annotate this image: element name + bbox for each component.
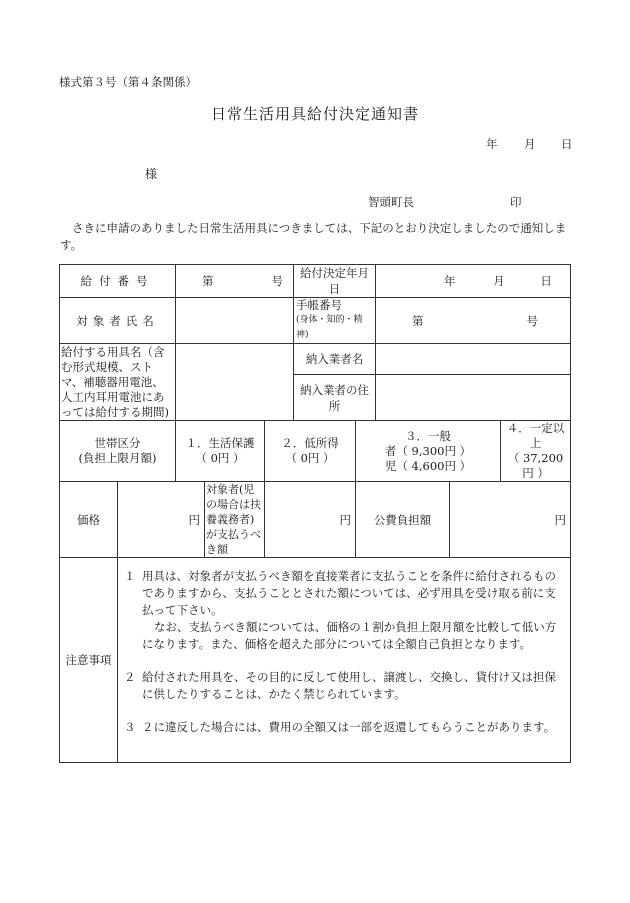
public-burden-label: 公費負担額 <box>356 482 450 558</box>
recipient-name-field[interactable] <box>176 298 294 344</box>
category-general-child: 児（ 4,600円 ） <box>384 458 472 473</box>
row-recipient <box>60 298 571 344</box>
grant-number-prefix: 第 <box>202 274 214 288</box>
category-general[interactable] <box>356 421 501 482</box>
note-2-paragraph-1: 給付された用具を、その目的に反して使用し、譲渡し、交換し、貸付け又は担保に供したりすることは、かたく禁じられています。 <box>142 670 556 701</box>
category-high-income[interactable] <box>501 421 571 482</box>
note-1-paragraph-2: なお、支払うべき額については、価格の１割か負担上限月額を比較して低い方になります。また、価格を超えた部分については全額自己負担となります。 <box>142 620 557 651</box>
row-notes <box>60 558 571 763</box>
category-welfare[interactable] <box>176 421 265 482</box>
notes-label: 注意事項 <box>60 558 118 763</box>
category-welfare-title: １．生活保護 <box>185 436 255 450</box>
category-high-income-title: ４．一定以上 <box>506 421 565 450</box>
category-low-income-title: ２．低所得 <box>281 436 339 450</box>
category-general-adult: 者（ 9,300円 ） <box>384 443 472 458</box>
document-title: 日常生活用具給付決定通知書 <box>210 105 419 123</box>
item-name-field[interactable] <box>176 344 294 421</box>
note-number-1: １ <box>124 569 136 583</box>
price-label: 価格 <box>60 482 118 558</box>
addressee-suffix: 様 <box>145 167 158 181</box>
handbook-number-field[interactable] <box>376 298 571 344</box>
household-label-line2: (負担上限月額) <box>78 451 157 465</box>
category-general-title: ３．一般 <box>405 428 451 443</box>
form-number: 様式第３号（第４条関係） <box>59 75 197 89</box>
vendor-name-field[interactable] <box>376 344 571 375</box>
item-name-label: 給付する用具名（含む形式規模、ストマ、補聴器用電池、人工内耳用電池にあっては給付する期間) <box>60 344 176 421</box>
row-grant-number <box>60 265 571 298</box>
issuer-name: 智頭町長 <box>368 195 414 209</box>
payer-amount-field[interactable] <box>265 482 356 558</box>
row-item-vendor <box>60 344 571 375</box>
grant-number-label: 給付番号 <box>60 265 176 298</box>
public-burden-unit: 円 <box>554 512 567 527</box>
category-low-income[interactable] <box>265 421 356 482</box>
handbook-number-suffix: 号 <box>526 313 539 328</box>
grant-date-label: 給付決定年月日 <box>294 265 376 298</box>
note-number-3: ３ <box>124 720 136 734</box>
vendor-address-label: 納入業者の住所 <box>294 375 376 421</box>
seal-mark: 印 <box>510 195 522 209</box>
note-1-paragraph-1: 用具は、対象者が支払うべき額を直接業者に支払うことを条件に給付されるものでありますから、支払うこととされた額については、必ず用具を受け取る前に支払って下さい。 <box>142 569 556 617</box>
handbook-label-sub: (身体・知的・精神) <box>296 315 363 340</box>
note-number-2: ２ <box>124 670 136 684</box>
vendor-name-label: 納入業者名 <box>294 344 376 375</box>
note-item-3 <box>124 719 562 736</box>
grant-date-year: 年 <box>444 274 456 288</box>
grant-date-day: 日 <box>540 274 552 288</box>
household-category-label <box>60 421 176 482</box>
price-field[interactable] <box>118 482 205 558</box>
recipient-name-label: 対象者氏名 <box>60 298 176 344</box>
date-day-label: 日 <box>561 137 573 151</box>
date-year-label: 年 <box>486 137 498 151</box>
handbook-label-main: 手帳番号 <box>296 298 342 312</box>
category-high-income-amount: （ 37,200円 ） <box>507 451 564 480</box>
grant-number-suffix: 号 <box>271 274 283 288</box>
category-low-income-amount: （ 0円 ） <box>285 451 335 465</box>
date-month-label: 月 <box>524 137 536 151</box>
handbook-number-label <box>294 298 376 344</box>
row-household-category <box>60 421 571 482</box>
handbook-number-prefix: 第 <box>412 313 424 328</box>
grant-date-field[interactable] <box>376 265 571 298</box>
notification-table <box>59 264 571 763</box>
public-burden-field[interactable] <box>450 482 571 558</box>
vendor-address-field[interactable] <box>376 375 571 421</box>
grant-number-field[interactable] <box>176 265 294 298</box>
price-unit: 円 <box>188 512 200 527</box>
payer-amount-label: 対象者(児の場合は扶養義務者)が支払うべき額 <box>205 482 265 558</box>
household-label-line1: 世帯区分 <box>94 436 141 450</box>
grant-date-month: 月 <box>493 274 505 288</box>
payer-amount-unit: 円 <box>339 512 351 527</box>
note-item-2 <box>124 669 562 703</box>
row-price <box>60 482 571 558</box>
note-item-1 <box>124 568 562 653</box>
notes-content <box>118 558 571 763</box>
category-welfare-amount: （ 0円 ） <box>195 451 245 465</box>
intro-text: さきに申請のありました日常生活用具につきましては、下記のとおり決定しましたので通知します。 <box>60 221 567 252</box>
note-3-paragraph-1: ２に違反した場合には、費用の全額又は一部を返還してもらうことがあります。 <box>142 720 556 734</box>
